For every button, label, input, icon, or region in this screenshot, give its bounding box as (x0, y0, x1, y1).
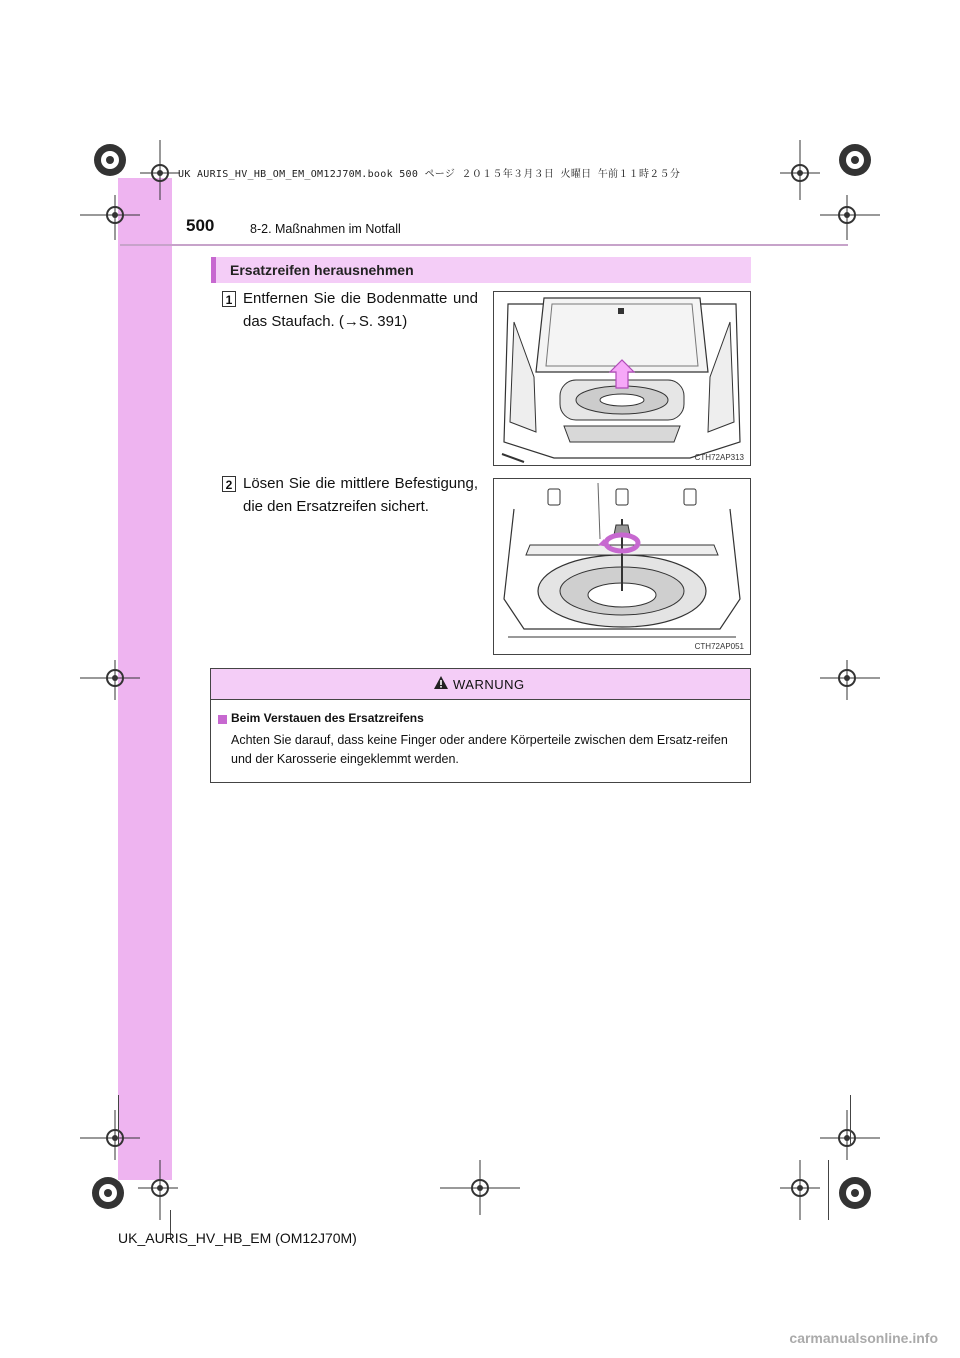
registration-mark-icon (80, 1165, 140, 1220)
bullet-square-icon (218, 715, 227, 724)
crop-line (850, 1095, 851, 1145)
crosshair-mark-icon (80, 660, 140, 700)
step-number-badge: 2 (222, 476, 236, 492)
warning-label: WARNUNG (453, 677, 525, 692)
step-2-text: Lösen Sie die mittlere Befestigung, die den Ersatzreifen sichert. (243, 475, 478, 515)
spare-tire-loosen-icon (494, 479, 750, 654)
registration-mark-icon (820, 140, 880, 200)
crosshair-mark-icon (820, 195, 880, 240)
crosshair-mark-icon (780, 140, 820, 200)
page-number: 500 (186, 216, 215, 235)
crop-line (828, 1160, 829, 1220)
warning-title: Beim Verstauen des Ersatzreifens (231, 711, 424, 725)
warning-triangle-icon (433, 675, 449, 690)
header-divider (120, 244, 848, 246)
figure-code: CTH72AP051 (694, 642, 744, 651)
registration-mark-icon (80, 140, 140, 200)
crosshair-mark-icon (440, 1160, 520, 1215)
trunk-floor-lift-icon (494, 292, 750, 465)
section-heading: Ersatzreifen herausnehmen (230, 262, 414, 278)
document-code: UK_AURIS_HV_HB_EM (OM12J70M) (118, 1230, 357, 1246)
section-title: 8-2. Maßnahmen im Notfall (250, 222, 401, 236)
warning-header (211, 669, 750, 700)
step-1-text: Entfernen Sie die Bodenmatte und das Staufach. (→S. 391) (243, 290, 478, 330)
step-number-badge: 1 (222, 291, 236, 307)
crosshair-mark-icon (80, 1110, 140, 1160)
print-info-line: UK AURIS_HV_HB_OM_EM_OM12J70M.book 500 ページ ２０１５年３月３日 火曜日 午前１１時２５分 (178, 169, 681, 180)
crosshair-mark-icon (140, 140, 180, 200)
crop-line (118, 1095, 119, 1145)
registration-mark-icon (820, 1165, 880, 1220)
crosshair-mark-icon (138, 1160, 178, 1220)
crosshair-mark-icon (780, 1160, 820, 1220)
figure-code: CTH72AP313 (694, 453, 744, 462)
watermark: carmanualsonline.info (789, 1330, 938, 1346)
section-heading-bar (211, 257, 751, 283)
step-1-figure (493, 291, 751, 466)
crosshair-mark-icon (820, 660, 880, 700)
warning-box (210, 668, 751, 783)
warning-body: Achten Sie darauf, dass keine Finger oder andere Körperteile zwischen dem Ersatz-reifen und der Karosserie eingeklemmt werden. (231, 733, 728, 766)
step-2-figure (493, 478, 751, 655)
crosshair-mark-icon (80, 195, 140, 240)
